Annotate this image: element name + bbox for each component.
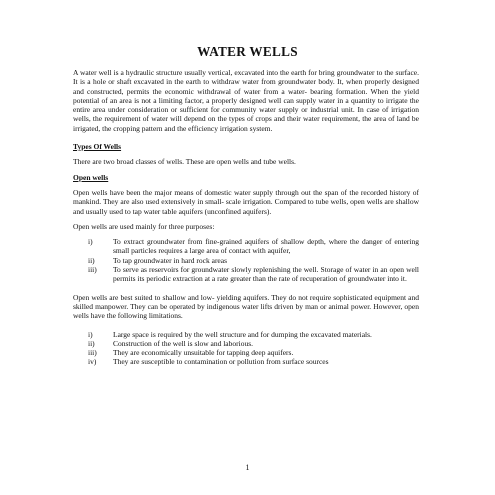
list-text: To serve as reservoirs for groundwater slowly replenishing the well. Storage of water in an open well permits its periodic extraction at a rate greater than the rate of recuperation of groundwater into it.	[113, 265, 419, 284]
list-text: To extract groundwater from fine-grained aquifers of shallow depth, where the danger of entering small particles requires a large area of contact with aquifer,	[113, 237, 419, 256]
list-number: iv)	[88, 357, 97, 367]
list-number: iii)	[88, 348, 97, 358]
list-text: To tap groundwater in hard rock areas	[113, 255, 228, 265]
types-paragraph: There are two broad classes of wells. These are open wells and tube wells.	[73, 157, 296, 167]
open-wells-paragraph: Open wells have been the major means of domestic water supply through out the span of the recorded history of mankind. They are also used extensively in small- scale irrigation. Compared to tube wells, open wells are shallow and usually used to tap water table aquifers (unconfined aquifers).	[73, 187, 419, 216]
limitations-intro: Open wells are best suited to shallow and low- yielding aquifers. They do not require sophisticated equipment and skilled manpower. They can be operated by indigenous water lifts driven by man or animal power. However, open wells have the following limitations.	[73, 292, 419, 321]
list-number: i)	[88, 237, 93, 247]
list-number: i)	[88, 329, 93, 339]
list-item	[73, 348, 419, 357]
types-heading: Types Of Wells	[73, 142, 122, 152]
list-number: iii)	[88, 265, 97, 275]
list-item	[73, 265, 419, 284]
open-wells-heading: Open wells	[73, 172, 109, 182]
list-text: Large space is required by the well structure and for dumping the excavated materials.	[113, 329, 372, 339]
page-title: WATER WELLS	[197, 44, 298, 59]
list-text: Construction of the well is slow and laborious.	[113, 338, 253, 348]
list-item	[73, 256, 419, 265]
list-number: ii)	[88, 255, 95, 265]
intro-paragraph: A water well is a hydraulic structure usually vertical, excavated into the earth for bring groundwater to the surface. It is a hole or shaft excavated in the earth to withdraw water from groundwater body. It, when properly designed and constructed, permits the economic withdrawal of water from a water- bearing formation. When the yield potential of an area is not a limiting factor, a properly designed well can supply water in a quantity to irrigate the entire area under consideration or sufficient for community water supply or industrial unit. In case of irrigation wells, the requirement of water will depend on the types of crops and their water requirement, the area of land be irrigated, the cropping pattern and the efficiency irrigation system.	[73, 68, 419, 133]
limitations-list	[73, 330, 419, 367]
purposes-intro: Open wells are used mainly for three purposes:	[73, 221, 215, 231]
list-item	[73, 237, 419, 256]
list-text: They are susceptible to contamination or pollution from surface sources	[113, 357, 329, 367]
purposes-list	[73, 237, 419, 283]
list-number: ii)	[88, 338, 95, 348]
list-text: They are economically unsuitable for tapping deep aquifers.	[113, 348, 294, 358]
list-item	[73, 339, 419, 348]
list-item	[73, 330, 419, 339]
list-item	[73, 357, 419, 366]
page-number: 1	[245, 463, 250, 472]
document-body	[73, 68, 419, 367]
